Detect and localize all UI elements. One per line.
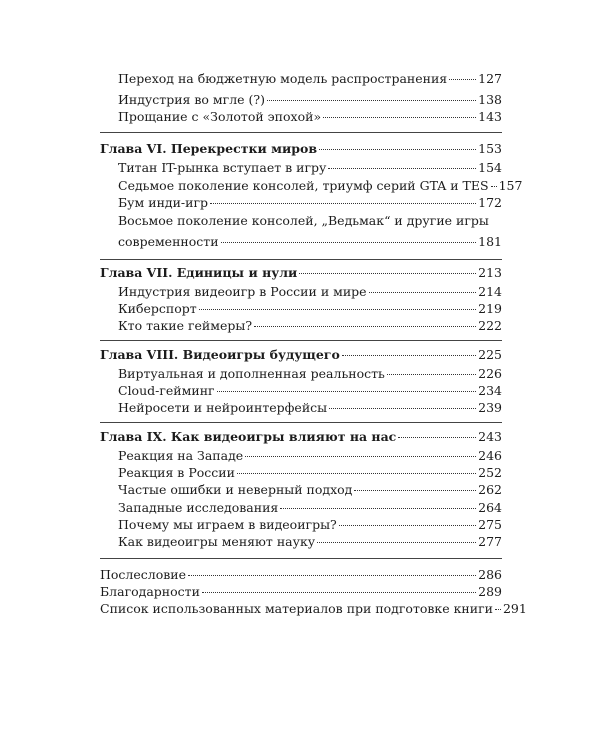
toc-chapter-title: Глава IX. Как видеоигры влияют на нас — [100, 429, 397, 444]
section-divider — [100, 340, 502, 341]
toc-entry-page: 214 — [478, 284, 502, 299]
toc-entry-page: 127 — [478, 71, 502, 86]
toc-entry-title: Виртуальная и дополненная реальность — [118, 366, 385, 381]
dot-leader — [369, 292, 477, 293]
toc-entry — [118, 397, 502, 418]
toc-chapter — [100, 138, 502, 159]
dot-leader — [245, 456, 476, 457]
section-divider — [100, 259, 502, 260]
toc-entry-title: Титан IT-рынка вступает в игру — [118, 160, 327, 175]
dot-leader — [339, 525, 476, 526]
toc-entry-page: 262 — [478, 482, 502, 497]
toc-entry-title: Прощание с «Золотой эпохой» — [118, 109, 322, 124]
toc-chapter-title: Глава VII. Единицы и нули — [100, 265, 298, 280]
toc-entry-page: 219 — [478, 301, 502, 316]
toc-entry-page: 181 — [478, 234, 502, 249]
toc-chapter-page: 243 — [478, 429, 502, 444]
dot-leader — [280, 508, 476, 509]
dot-leader — [491, 186, 497, 187]
toc-entry-title: Кто такие геймеры? — [118, 318, 253, 333]
toc-entry-title-line1: Восьмое поколение консолей, „Ведьмак“ и другие игры — [118, 213, 489, 228]
toc-chapter — [100, 426, 502, 447]
toc-entry-page: 246 — [478, 448, 502, 463]
toc-entry-page: 291 — [502, 601, 527, 616]
dot-leader — [317, 542, 476, 543]
section-divider — [100, 422, 502, 423]
toc-entry-page: 143 — [478, 109, 502, 124]
toc-entry-title: Почему мы играем в видеоигры? — [118, 517, 337, 532]
toc-entry-title: Седьмое поколение консолей, триумф серий GTA и TES — [118, 178, 489, 193]
toc-entry-page: 264 — [478, 500, 502, 515]
toc-entry-page: 234 — [478, 383, 502, 398]
toc-entry-page: 154 — [478, 160, 502, 175]
dot-leader — [267, 100, 476, 101]
toc-entry-page: 172 — [478, 195, 502, 210]
dot-leader — [254, 326, 476, 327]
toc-entry-page: 275 — [478, 517, 502, 532]
toc-chapter-page: 225 — [478, 347, 502, 362]
toc-entry — [118, 106, 502, 127]
toc-entry-page: 157 — [498, 178, 523, 193]
dot-leader — [319, 149, 476, 150]
toc-chapter — [100, 262, 502, 283]
toc-entry-title: Киберспорт — [118, 301, 197, 316]
toc-entry-title: современности — [118, 234, 219, 249]
toc-entry — [118, 531, 502, 552]
toc-entry-page: 222 — [478, 318, 502, 333]
dot-leader — [237, 473, 476, 474]
section-divider — [100, 132, 502, 133]
toc-entry-title: Реакция на Западе — [118, 448, 244, 463]
toc-entry-page: 289 — [478, 584, 502, 599]
dot-leader — [210, 203, 476, 204]
dot-leader — [495, 609, 501, 610]
toc-entry-title: Бум инди-игр — [118, 195, 209, 210]
dot-leader — [323, 117, 476, 118]
toc-entry-title: Переход на бюджетную модель распространения — [118, 71, 448, 86]
toc-entry-title: Индустрия видеоигр в России и мире — [118, 284, 367, 299]
dot-leader — [449, 79, 476, 80]
toc-entry-title: Реакция в России — [118, 465, 235, 480]
toc-chapter-page: 213 — [478, 265, 502, 280]
toc-entry-title: Список использованных материалов при подготовке книги — [100, 601, 493, 616]
toc-entry-title: Частые ошибки и неверный подход — [118, 482, 353, 497]
toc-entry-title: Cloud-гейминг — [118, 383, 215, 398]
dot-leader — [342, 355, 476, 356]
dot-leader — [398, 437, 476, 438]
toc-entry — [118, 315, 502, 336]
dot-leader — [329, 408, 476, 409]
toc-entry — [118, 210, 502, 252]
toc-entry-title: Западные исследования — [118, 500, 279, 515]
toc-entry — [100, 598, 527, 619]
toc-entry-page: 277 — [478, 534, 502, 549]
dot-leader — [202, 592, 476, 593]
dot-leader — [387, 374, 476, 375]
toc-chapter — [100, 344, 502, 365]
toc-entry-title: Послесловие — [100, 567, 186, 582]
dot-leader — [328, 168, 476, 169]
toc-entry-page: 226 — [478, 366, 502, 381]
dot-leader — [188, 575, 476, 576]
toc-entry-title: Нейросети и нейроинтерфейсы — [118, 400, 328, 415]
dot-leader — [299, 273, 476, 274]
toc-chapter-title: Глава VI. Перекрестки миров — [100, 141, 317, 156]
toc-entry-page: 138 — [478, 92, 502, 107]
toc-entry — [118, 68, 502, 89]
toc-entry-title: Как видеоигры меняют науку — [118, 534, 316, 549]
toc-entry-page: 239 — [478, 400, 502, 415]
toc-chapter-page: 153 — [478, 141, 502, 156]
toc-entry-page: 252 — [478, 465, 502, 480]
section-divider — [100, 558, 502, 559]
toc-chapter-title: Глава VIII. Видеоигры будущего — [100, 347, 340, 362]
toc-entry-title: Индустрия во мгле (?) — [118, 92, 265, 107]
dot-leader — [199, 309, 476, 310]
dot-leader — [221, 242, 477, 243]
dot-leader — [217, 391, 477, 392]
toc-entry-title: Благодарности — [100, 584, 200, 599]
toc-entry-page: 286 — [478, 567, 502, 582]
dot-leader — [354, 490, 476, 491]
